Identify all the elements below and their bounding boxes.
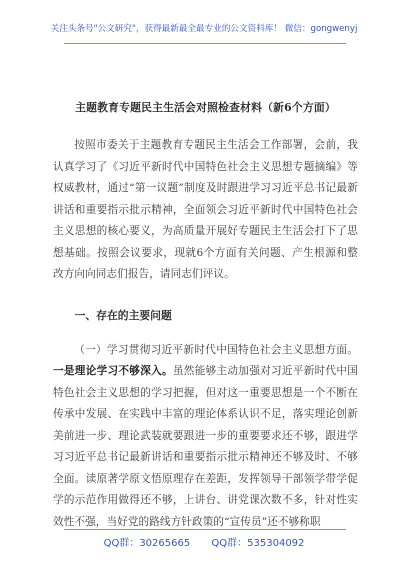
footer-qq-group-1: QQ群：30265665: [103, 538, 191, 549]
intro-paragraph: 按照市委关于主题教育专题民主生活会工作部署，会前，我认真学习了《习近平新时代中国特色社会主义思想专题摘编》等权威教材，通过“第一议题”制度及时跟进学习习近平总书记最新讲话和重要指示批示精神，全面领会习近平新时代中国特色社会主义思想的核心要义，为高质量开展好专题民主生活会打下了思想基础。按照会议要求，现就6个方面有关问题、产生根源和整改方向向同志们报告，请同志们评议。: [53, 139, 358, 280]
header-promo-text: 关注头条号"公文研究"，获得最新最全最专业的公文资料库！ 微信：gongwenyj: [50, 24, 358, 34]
document-body: [53, 100, 358, 533]
document-title: 主题教育专题民主生活会对照检查材料（新6个方面）: [75, 101, 336, 114]
item1-paragraph: [53, 340, 358, 534]
item1-lead: （一）学习贯彻习近平新时代中国特色社会主义思想方面。: [74, 343, 358, 356]
page-header: [0, 0, 408, 50]
item1-bold-phrase: 一是理论学习不够深入。: [53, 365, 173, 377]
header-divider: [64, 43, 346, 44]
footer-divider: [64, 529, 346, 530]
page-footer: [0, 534, 408, 549]
item1-body: 虽然能够主动加强对习近平新时代中国特色社会主义思想的学习把握，但对这一重要思想是一个不断在传承中发展、在实践中丰富的理论体系认识不足，落实理论创新美前进一步、理论武装就要跟进一步的重要要求还不够，跟进学习习近平总书记最新讲话和重要指示批示精神还不够及时、不够全面。读原著学原文悟原理存在差距，发挥领导干部领学带学促学的示范作用做得还不够，上讲台、讲党课次数不多，针对性实效性不强，当好党的路线方针政策的“宣传员”还不够称职: [53, 365, 358, 528]
footer-qq-group-2: QQ群：535304092: [211, 538, 305, 549]
section-heading: 一、存在的主要问题: [74, 308, 172, 322]
